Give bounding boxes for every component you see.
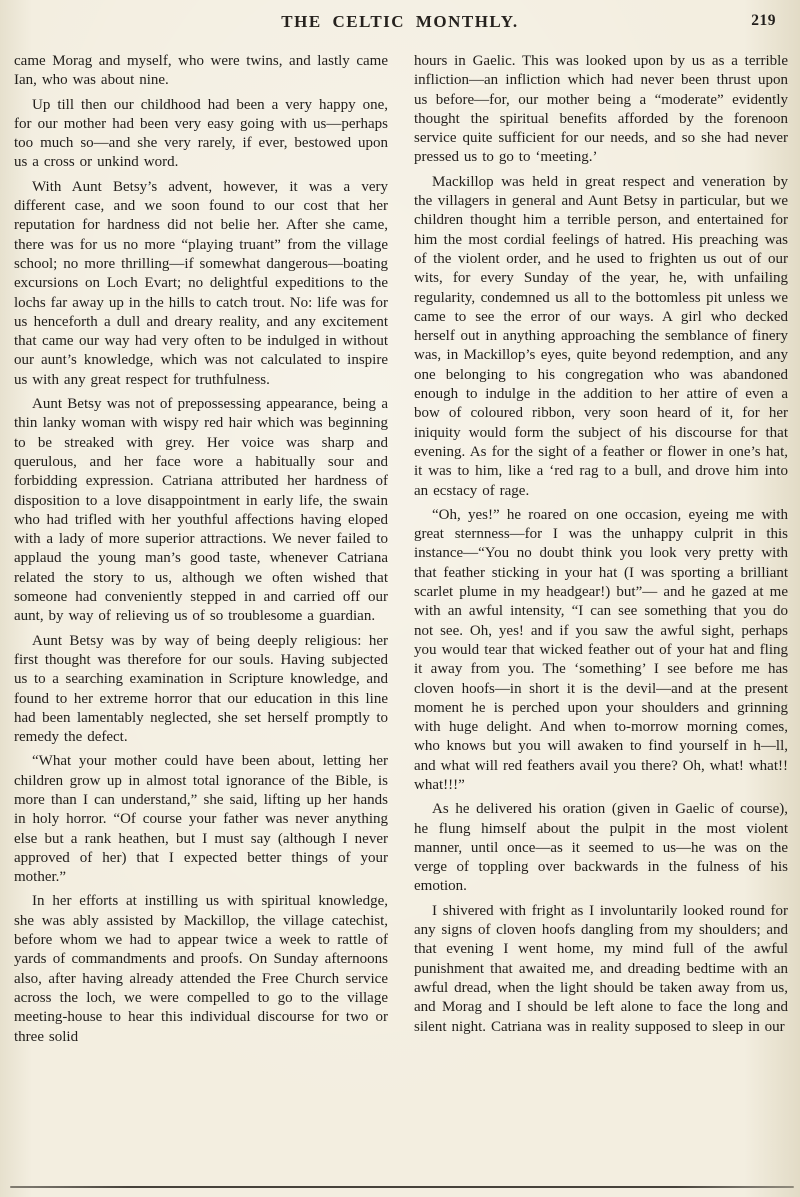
paragraph: As he delivered his oration (given in Gaelic of course), he flung himself about the pulpit in the most violent manner, until once—as it seemed to us—he was on the verge of toppling over backwards in the fulness of his emotion.: [414, 801, 788, 895]
paragraph: “Oh, yes!” he roared on one occasion, eyeing me with great sternness—for I was the unhappy culprit in this instance—“You no doubt think you look very pretty with that feather sticking in your hat (I was sporting a brilliant scarlet plume in my headgear!) but”— and he gazed at me with an awful intensity, “I can see something that you do not see. Oh, yes! and if you saw the awful sight, perhaps you would tear that wicked feather out of your hat and fling it away from you. The ‘something’ I see before me has cloven hoofs—in short it is the devil—and at the present moment he is perched upon your shoulders and grinning with huge delight. And when to-morrow morning comes, who knows but you will awaken to find yourself in h—ll, and what will red feathers avail you there? Oh, what! what!! what!!!”: [414, 506, 788, 793]
paragraph: came Morag and myself, who were twins, and lastly came Ian, who was about nine.: [14, 53, 388, 89]
paragraph: Aunt Betsy was by way of being deeply religious: her first thought was therefore for our souls. Having subjected us to a searching examination in Scripture knowledge, and found to her extreme horror that our education in this line had been lamentably neglected, she set herself promptly to remedy the defect.: [14, 632, 388, 746]
paragraph: Mackillop was held in great respect and veneration by the villagers in general and Aunt Betsy in particular, but we children thought him a terrible person, and entertained for him the most cordial feelings of hatred. His preaching was of the violent order, and he used to frighten us out of our wits, for every Sunday of the year, he, with unfailing regularity, condemned us all to the bottomless pit unless we came to see the error of our ways. A girl who decked herself out in anything approaching the semblance of finery was, in Mackillop’s eyes, quite beyond redemption, and any one belonging to his congregation who was abandoned enough to indulge in the addition to her attire of even a bow of coloured ribbon, very soon heard of it, for her iniquity would form the subject of his discourse for that evening. As for the sight of a feather or flower in one’s hat, it was to him, like a ‘red rag to a bull, and drove him into an ecstacy of rage.: [414, 173, 788, 499]
paragraph: “What your mother could have been about, letting her children grow up in almost total ignorance of the Bible, is more than I can understand,” she said, lifting up her hands in holy horror. “Of course your father was never anything else but a rank heathen, but I must say (although I never approved of her) that I expected better things of your mother.”: [14, 753, 388, 886]
article-body: [0, 46, 800, 1052]
paragraph: In her efforts at instilling us with spiritual knowledge, she was ably assisted by Mackillop, the village catechist, before whom we had to appear twice a week to rattle of yards of commandments and proofs. On Sunday afternoons also, after having already attended the Free Church service across the loch, we were compelled to go to the village meeting-house to hear this individual discourse for two or three solid: [14, 893, 388, 1045]
journal-title: THE CELTIC MONTHLY.: [281, 12, 519, 31]
paragraph: I shivered with fright as I involuntarily looked round for any signs of cloven hoofs dangling from my shoulders; and that evening I went home, my mind full of the awful punishment that awaited me, and dreading bedtime with an awful dread, when the light should be taken away from us, and Morag and I should be left alone to face the long and silent night. Catriana was in reality supposed to sleep in our: [414, 902, 788, 1035]
page-bottom-edge: [10, 1186, 794, 1188]
paragraph: With Aunt Betsy’s advent, however, it was a very different case, and we soon found to our cost that her reputation for hardness did not belie her. After she came, there was for us no more “playing truant” from the village school; no more thrilling—if somewhat dangerous—boating excursions on Loch Evart; no delightful expeditions to the lochs far away up in the hills to catch trout. No: life was for us henceforth a dull and dreary reality, and any excitement that came our way had very often to be indulged in without our aunt’s knowledge, which was not calculated to inspire us with any great respect for truthfulness.: [14, 178, 388, 388]
left-column: [14, 52, 388, 1052]
right-column: [414, 52, 788, 1052]
paragraph: Up till then our childhood had been a very happy one, for our mother had been very easy going with us—perhaps too much so—and she very rarely, if ever, bestowed upon us a cross or unkind word.: [14, 96, 388, 171]
page-header: [0, 0, 800, 46]
page-number: 219: [751, 12, 776, 29]
paragraph: hours in Gaelic. This was looked upon by us as a terrible infliction—an infliction which had never been thrust upon us before—for, our mother being a “moderate” evidently thought the spiritual benefits afforded by the forenoon service quite sufficient for our needs, and so she had never pressed us to go to ‘meeting.’: [414, 53, 788, 166]
paragraph: Aunt Betsy was not of prepossessing appearance, being a thin lanky woman with wispy red hair which was beginning to be streaked with grey. Her voice was sharp and querulous, and her face wore a habitually sour and forbidding expression. Catriana attributed her hardness of disposition to a love disappointment in early life, the swain who had trifled with her youthful affections having eloped with a lady of more superior attractions. We never failed to applaud the young man’s good taste, whenever Catriana related the story to us, although we often wished that someone had conveniently stepped in and carried off our aunt, by way of relieving us of so troublesome a guardian.: [14, 396, 388, 625]
